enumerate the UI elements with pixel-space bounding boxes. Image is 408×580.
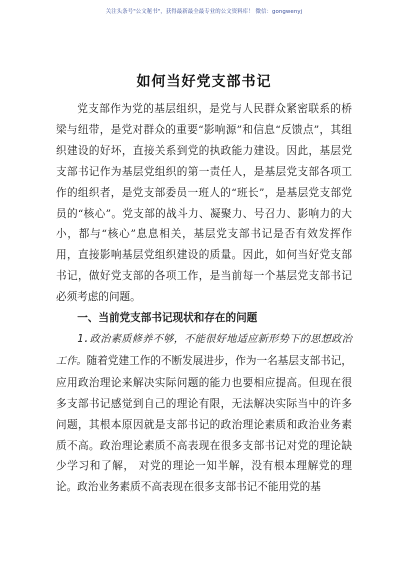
point-1-lead: 1.政治素质修养不够，不能很好地适应新形势下的思想政治工作。 (56, 333, 352, 367)
header-note: 关注头条号"公文秘书"，获得最新最全最专业的公文资料库！ 微信：gongwenyj (105, 9, 303, 15)
document-title: 如何当好党支部书记 (136, 74, 272, 90)
section-heading: 一、当前党支部书记现状和存在的问题 (77, 312, 258, 325)
intro-paragraph: 党支部作为党的基层组织，是党与人民群众紧密联系的桥梁与纽带，是党对群众的重要“影响源”和信息“反馈点”，其组织建设的好坏，直接关系到党的执政能力建设。因此，基层党支部书记作为基层党组织的第一责任人，是基层党支部各项工作的组织者，是党支部委员一班人的“班长”，是基层党支部党员的“核心”。党支部的战斗力、凝聚力、号召力、影响力的大小，都与“核心”息息相关，基层党支部书记是否有效发挥作用，直接影响基层党组织建设的质量。因此，如何当好党支部书记，做好党支部的各项工作，是当前每一个基层党支部书记必须考虑的问题。 (56, 103, 352, 304)
point-1-body: 随着党建工作的不断发展进步，作为一名基层支部书记，应用政治理论来解决实际问题的能力也要相应提高。但现在很多支部书记感觉到自己的理论有限，无法解决实际当中的许多问题，其根本原因就是支部书记的政治理论素质和政治业务素质不高。政治理论素质不高表现在很多支部书记对党的理论缺少学习和了解， 对党的理论一知半解，没有根本理解党的理论。政治业务素质不高表现在很多支部书记不能用党的基 (56, 354, 353, 494)
point-1-paragraph (56, 329, 352, 498)
document-body (56, 99, 352, 498)
